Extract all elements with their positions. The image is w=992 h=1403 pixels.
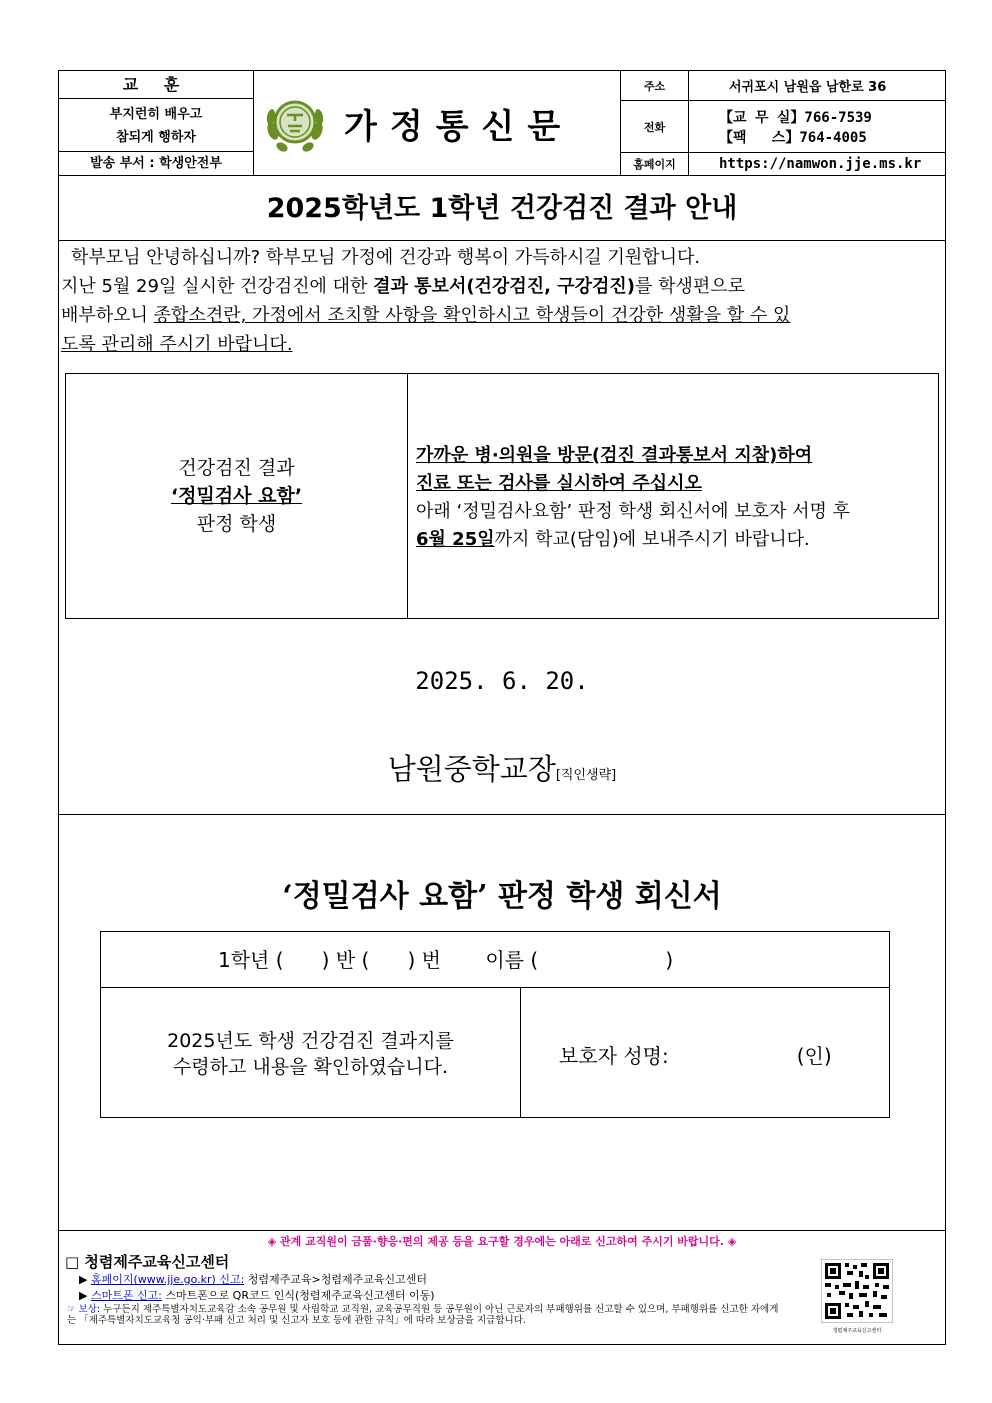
smartphone-report-path: 스마트폰으로 QR코드 인식(청렴제주교육신고센터 이동)	[161, 1289, 435, 1302]
instruction-visit: 가까운 병·의원을 방문(검진 결과통보서 지참)하여	[416, 445, 813, 466]
school-emblem-icon	[264, 91, 326, 157]
deadline-date: 6월 25일	[416, 529, 495, 550]
intro-underlined-end: 도록 관리해 주시기 바랍니다.	[61, 334, 293, 355]
result-category	[66, 374, 408, 618]
cut-divider	[59, 814, 945, 815]
reply-form-title: ‘정밀검사 요함’ 판정 학생 회신서	[282, 879, 722, 914]
result-instructions	[408, 374, 938, 618]
fax-number: 【팩 스】764-4005	[719, 129, 867, 146]
guardian-label: 보호자 성명:	[559, 1044, 669, 1068]
issue-date: 2025. 6. 20.	[415, 667, 589, 695]
instruction-exam: 진료 또는 검사를 실시하여 주십시오	[416, 473, 702, 494]
qr-code-icon[interactable]	[821, 1259, 893, 1333]
reward-label: ☞ 보상:	[67, 1304, 101, 1315]
instruction-reply: 아래 ‘정밀검사요함’ 판정 학생 회신서에 보호자 서명 후	[416, 501, 851, 522]
deadline-text: 까지 학교(담임)에 보내주시기 바랍니다.	[494, 529, 810, 550]
smartphone-report-label: 스마트폰 신고:	[90, 1289, 162, 1302]
guardian-signature-field[interactable]	[521, 988, 889, 1117]
smartphone-report-line: ▶ 스마트폰 신고: 스마트폰으로 QR코드 인식(청렴제주교육신고센터 이동)	[79, 1289, 435, 1302]
intro-underlined: 종합소견란, 가정에서 조치할 사항을 확인하시고 학생들이 건강한 생활을 할 수 있	[153, 305, 791, 326]
homepage-link[interactable]: https://namwon.jje.ms.kr	[719, 156, 922, 172]
address-value: 서귀포시 남원읍 남한로 36	[729, 80, 887, 95]
integrity-report-footer	[59, 1230, 945, 1345]
reward-text: 누구든지 제주특별자치도교육감 소속 공무원 및 사립학교 교직원, 교육공무직원 등 공무원이 아닌 근로자의 부패행위를 신고할 수 있으며, 부패행위를 신고한 자에게는 「제주특별자치도교육청 공익·부패 신고 처리 및 신고자 보호 등에 관한 규칙」에 따라 보상금을 지급합니다.	[67, 1304, 779, 1326]
main-title: 2025학년도 1학년 건강검진 결과 안내	[59, 176, 945, 241]
principal-signature	[59, 747, 945, 788]
confirmation-statement	[101, 988, 521, 1117]
motto-title: 교 훈	[59, 71, 253, 99]
seal-omitted-note: [직인생략]	[555, 768, 617, 783]
header	[59, 71, 945, 176]
instruction-deadline	[416, 526, 930, 554]
phone-label: 전화	[621, 101, 689, 152]
greeting-line: 학부모님 안녕하십니까? 학부모님 가정에 건강과 행복이 가득하시길 기원합니다.	[71, 247, 701, 268]
result-table	[65, 373, 939, 619]
homepage-report-line: ▶ 홈페이지(www.jje.go.kr) 신고: 청렴제주교육>청렴제주교육신고센터	[79, 1273, 428, 1286]
reply-form	[100, 931, 890, 1118]
result-category-line: 판정 학생	[196, 513, 277, 535]
motto-text	[59, 99, 253, 152]
intro-text-part: 지난 5월 29일 실시한 건강검진에 대한	[61, 276, 374, 297]
principal-name: 남원중학교장	[387, 752, 556, 786]
homepage-report-link[interactable]: 홈페이지(www.jje.go.kr) 신고:	[90, 1273, 245, 1286]
intro-line	[61, 272, 945, 301]
contact-info	[620, 71, 945, 176]
qr-code-graphic	[821, 1259, 893, 1323]
intro-text-part: 를 학생편으로	[635, 276, 746, 297]
intro-line	[61, 301, 945, 330]
report-center-title: □ 청렴제주교육신고센터	[65, 1253, 230, 1271]
motto-box	[59, 71, 254, 176]
result-notice-emphasis: 결과 통보서(건강검진, 구강검진)	[373, 276, 635, 297]
seal-mark: (인)	[796, 1044, 832, 1068]
qr-caption: 청렴제주교육신고센터	[832, 1328, 882, 1334]
intro-text	[61, 243, 945, 359]
newsletter-page	[58, 70, 946, 1345]
motto-line: 참되게 행하자	[116, 130, 196, 145]
report-notice: ◈ 관계 교직원이 금품·향응·편의 제공 등을 요구할 경우에는 아래로 신고하여 주시기 바랍니다. ◈	[267, 1235, 737, 1248]
sending-department: 발송 부서 : 학생안전부	[90, 156, 222, 171]
reward-notice	[67, 1304, 787, 1326]
motto-line: 부지런히 배우고	[109, 107, 203, 122]
result-category-line: 건강검진 결과	[178, 457, 295, 479]
student-info-field[interactable]: 1학년 ( ) 반 ( ) 번 이름 ( )	[101, 932, 889, 988]
homepage-report-path: 청렴제주교육>청렴제주교육신고센터	[244, 1273, 428, 1286]
confirmation-line: 수령하고 내용을 확인하였습니다.	[172, 1056, 449, 1078]
intro-text-part: 배부하오니	[61, 305, 154, 326]
homepage-label: 홈페이지	[621, 153, 689, 175]
phone-values	[689, 101, 945, 152]
newsletter-title: 가정통신문	[344, 107, 574, 147]
office-phone: 【교 무 실】766-7539	[719, 109, 872, 126]
confirmation-line: 2025년도 학생 건강검진 결과지를	[167, 1030, 454, 1052]
precise-exam-required: ‘정밀검사 요함’	[170, 485, 303, 507]
address-label: 주소	[621, 71, 689, 100]
